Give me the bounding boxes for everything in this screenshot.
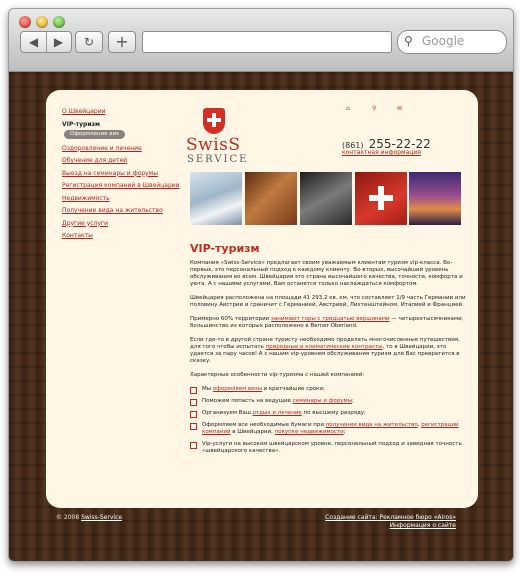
forward-arrow-icon[interactable]: ▶ xyxy=(46,32,71,52)
main-menu xyxy=(62,108,180,245)
contact-info-link[interactable]: контактная информация xyxy=(342,149,421,156)
checkbox-bullet-icon xyxy=(190,399,197,406)
menu-item-about-switzerland[interactable]: О Швейцарии xyxy=(62,108,106,115)
paragraph-contrasts: Если где-то в другой стране туристу необходимо проделать многочисленные путешествия, для того чтобы испытать природные и климатические контрасты, то в Швейцарии, это удается за пару часов! А с нашим vip-уровнем обслуживания туризм для Вас превратится в сказку. xyxy=(190,337,460,364)
site-creator-link[interactable]: Создание сайта: Рекламное бюро «Airos» xyxy=(325,514,456,521)
menu-item-health[interactable]: Оздоровление и лечение xyxy=(62,144,142,152)
checkbox-bullet-icon xyxy=(190,387,197,394)
car-photo xyxy=(300,172,352,225)
photo-strip xyxy=(190,172,461,225)
mail-icon[interactable]: ✉ xyxy=(397,105,403,112)
residence-link[interactable]: получении вида на жительство xyxy=(325,422,418,428)
minimize-window-button[interactable] xyxy=(36,16,48,28)
checkbox-bullet-icon xyxy=(190,411,197,418)
search-icon[interactable]: ⚲ xyxy=(372,105,377,112)
company-registration-link[interactable]: регистрации компаний xyxy=(202,422,459,435)
list-item: Оформляем все необходимые бумаги при получении вида на жительство, регистрации компаний в Швейцарии, покупке недвижимости; xyxy=(190,422,466,436)
zoom-window-button[interactable] xyxy=(53,16,65,28)
real-estate-link[interactable]: покупке недвижимости xyxy=(274,429,344,435)
site-info-link[interactable]: Информация о сайте xyxy=(389,522,456,529)
seminars-link[interactable]: семинары и форумы xyxy=(292,398,352,404)
browser-toolbar xyxy=(9,9,513,72)
menu-item-company-registration[interactable]: Регистрация компаний в Швейцарии xyxy=(62,182,180,189)
copyright: © 2008 Swiss-Service xyxy=(56,514,123,521)
search-icon: ⚲ xyxy=(404,34,413,48)
article-body xyxy=(190,260,466,460)
footer-links xyxy=(325,514,456,530)
logo-text-service: SERVICE xyxy=(187,154,249,165)
search-field[interactable] xyxy=(397,30,507,54)
menu-item-other[interactable]: Другие услуги xyxy=(62,219,108,227)
web-page xyxy=(9,72,513,561)
rest-treatment-link[interactable]: отдых и лечение xyxy=(252,410,302,416)
submenu-item-visa[interactable]: Оформление виз xyxy=(64,130,125,139)
swiss-cross-shield-icon xyxy=(203,108,225,134)
menu-item-education[interactable]: Обучение для детей xyxy=(62,157,128,164)
address-bar[interactable] xyxy=(142,31,392,53)
phone-number: (861) 255-22-22 xyxy=(342,137,431,151)
list-item: Организуем Ваш отдых и лечение по высшему разряду; xyxy=(190,410,466,417)
features-title: Характерные особенности vip-туризма с нашей компанией: xyxy=(190,372,365,378)
add-bookmark-button[interactable]: + xyxy=(108,31,136,53)
menu-item-seminars[interactable]: Выезд на семинары и форумы xyxy=(62,169,158,177)
menu-item-vip-tourism[interactable]: VIP-туризм xyxy=(62,120,100,128)
airplane-photo xyxy=(190,172,242,225)
logo-text-swiss: SwisS xyxy=(186,135,241,155)
menu-item-residence[interactable]: Получение вида на жительство xyxy=(62,207,163,214)
checkbox-bullet-icon xyxy=(190,442,197,449)
site-logo[interactable] xyxy=(186,108,276,168)
checkbox-bullet-icon xyxy=(190,423,197,430)
reload-icon[interactable]: ↻ xyxy=(75,31,103,53)
swiss-flag-photo xyxy=(355,172,407,225)
menu-item-contacts[interactable]: Контакты xyxy=(62,232,93,239)
close-window-button[interactable] xyxy=(19,16,31,28)
back-forward-buttons xyxy=(20,31,72,53)
lake-city-photo xyxy=(409,172,461,225)
menu-item-real-estate[interactable]: Недвижимость xyxy=(62,194,110,202)
paragraph-geography: Швейцария расположена на площади 41 293,2 кв. км, что составляет 1/9 часть Германии или половину Австрии и граничит с Германией, Австрией, Лихтенштейном, Италией и Францией. xyxy=(190,295,466,308)
features-list xyxy=(190,386,466,455)
back-arrow-icon[interactable]: ◀ xyxy=(28,35,39,49)
list-item: Vip-услуги на высоком швейцарском уровне, персональный подход и завидная точность «швейцарского качества». xyxy=(190,441,466,455)
paragraph-intro: Компания «Swiss-Service» предлагает своим уважаемым клиентам туризм vip-класса. Во-первых, это персональный подход к каждому клиенту. Во-вторых, высочайший уровень обслуживания во всем. Швейцария это страна высочайшего качества, точности, комфорта и уюта. А с нашими услугами, Вам останется только наслаждаться комфортом. xyxy=(190,260,463,287)
paragraph-mountains: Примерно 60% территории занимают горы с тридцатью вершинами — четырехтысячниками, большинство из которых расположено в Berner Oberland. xyxy=(190,316,464,329)
list-item: Мы оформляем визы в кратчайшие сроки; xyxy=(190,386,466,393)
list-item: Поможем попасть на ведущие семинары и форумы; xyxy=(190,398,466,405)
page-title: VIP-туризм xyxy=(190,242,260,255)
content-card xyxy=(46,90,478,508)
copyright-link[interactable]: Swiss-Service xyxy=(81,514,123,521)
browser-window xyxy=(8,8,514,562)
search-placeholder: Google xyxy=(422,34,465,48)
home-icon[interactable]: ⌂ xyxy=(346,105,350,112)
mountains-link[interactable]: занимают горы с тридцатью вершинами xyxy=(271,316,390,322)
hotel-room-photo xyxy=(245,172,297,225)
visa-link[interactable]: оформляем визы xyxy=(212,386,263,392)
contrasts-link[interactable]: природные и климатические контрасты xyxy=(265,344,383,350)
